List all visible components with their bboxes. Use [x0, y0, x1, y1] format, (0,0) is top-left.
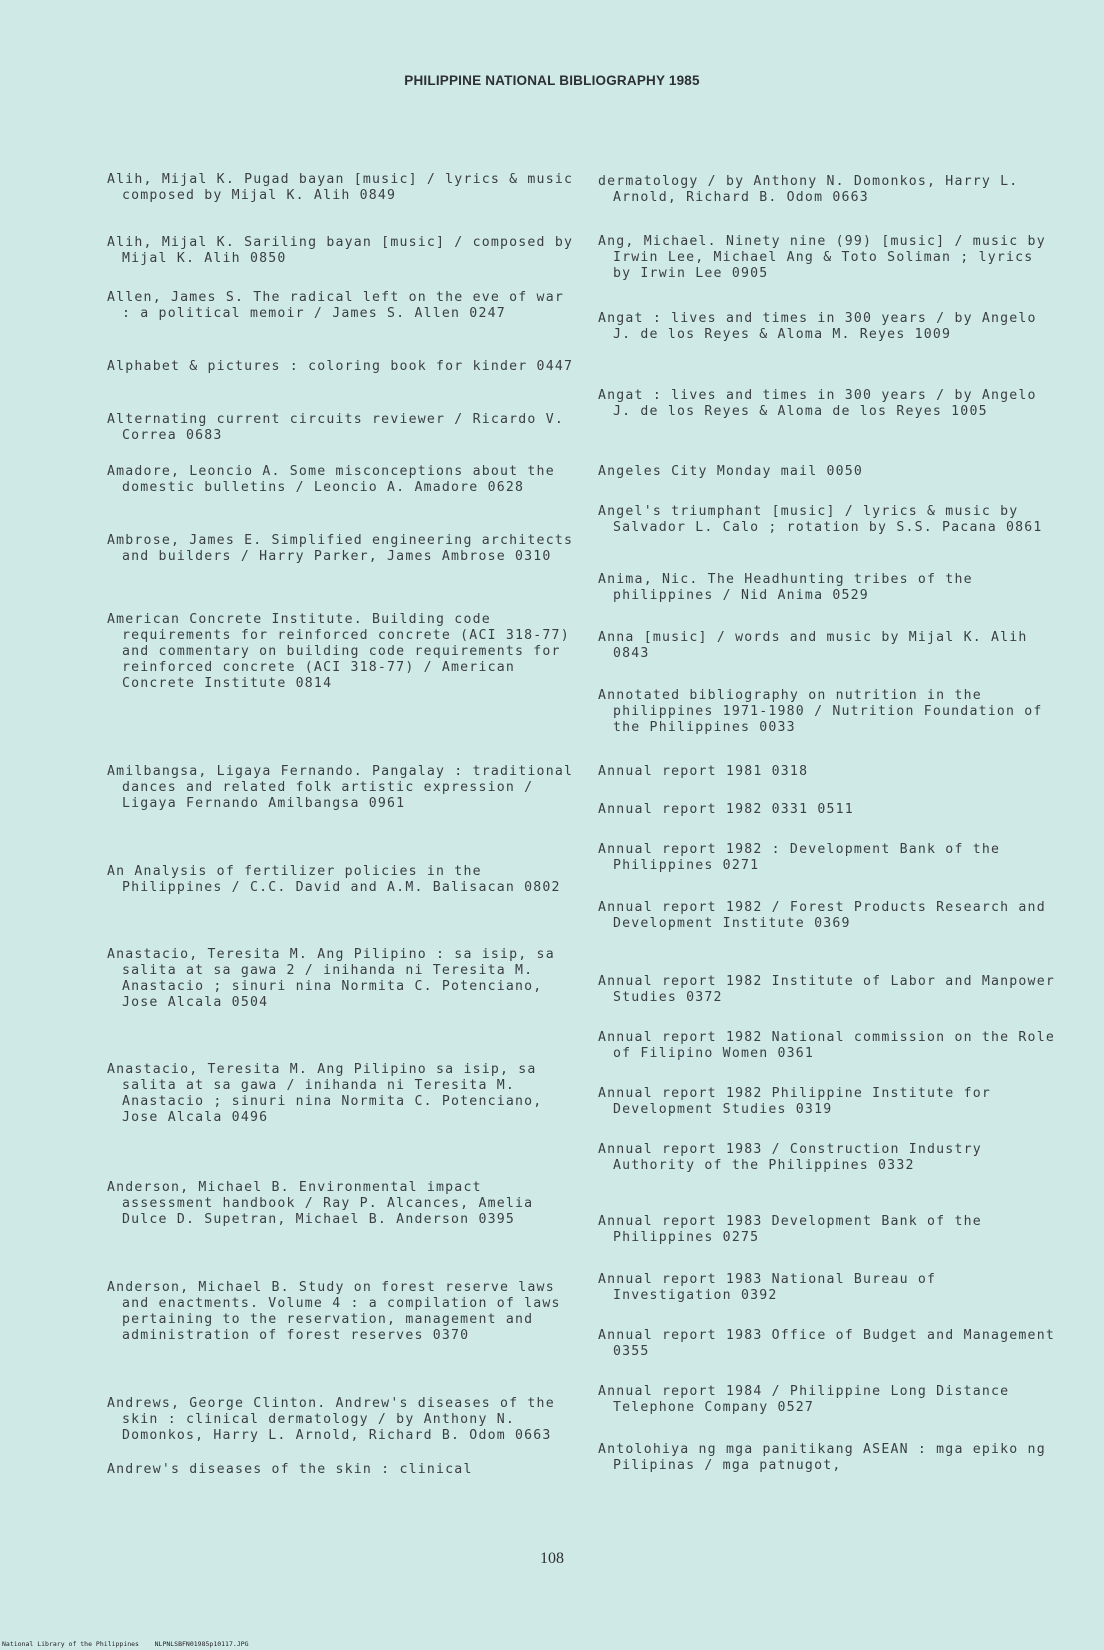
bib-entry: Annual report 1982 Philippine Institute for Development Studies 0319	[598, 1086, 1001, 1117]
bib-entry: Annual report 1983 Office of Budget and Management 0355	[598, 1328, 1065, 1359]
bib-entry: Andrew's diseases of the skin : clinical	[107, 1462, 473, 1477]
bib-entry: Annotated bibliography on nutrition in the philippines 1971-1980 / Nutrition Foundation of the Philippines 0033	[598, 688, 1052, 735]
bib-entry: American Concrete Institute. Building code requirements for reinforced concrete (ACI 318-77) and commentary on building code requirements for reinforced concrete (ACI 318-77) / American Concrete Institute 0814	[107, 612, 579, 691]
bib-entry: Angel's triumphant [music] / lyrics & music by Salvador L. Calo ; rotation by S.S. Pacana 0861	[598, 504, 1043, 535]
bib-entry: Alternating current circuits reviewer / Ricardo V. Correa 0683	[107, 412, 574, 443]
bib-entry: Anastacio, Teresita M. Ang Pilipino sa isip, sa salita at sa gawa / inihanda ni Teresita M. Anastacio ; sinuri nina Normita C. Potenciano, Jose Alcala 0496	[107, 1062, 552, 1125]
bib-entry: Ang, Michael. Ninety nine (99) [music] / music by Irwin Lee, Michael Ang & Toto Soliman ; lyrics by Irwin Lee 0905	[598, 234, 1055, 281]
bib-entry: Amilbangsa, Ligaya Fernando. Pangalay : traditional dances and related folk artistic expression / Ligaya Fernando Amilbangsa 0961	[107, 764, 583, 811]
bib-entry: Alih, Mijal K. Pugad bayan [music] / lyrics & music composed by Mijal K. Alih 0849	[107, 172, 583, 203]
bib-entry: Amadore, Leoncio A. Some misconceptions about the domestic bulletins / Leoncio A. Amadore 0628	[107, 464, 564, 495]
bib-entry: Annual report 1983 / Construction Industry Authority of the Philippines 0332	[598, 1142, 992, 1173]
bib-entry: Andrews, George Clinton. Andrew's diseases of the skin : clinical dermatology / by Anthony N. Domonkos, Harry L. Arnold, Richard B. Odom 0663	[107, 1396, 564, 1443]
bib-entry: Alphabet & pictures : coloring book for kinder 0447	[107, 359, 574, 374]
bib-entry: Ambrose, James E. Simplified engineering architects and builders / Harry Parker, James Ambrose 0310	[107, 533, 583, 564]
bib-entry: Annual report 1982 Institute of Labor and Manpower Studies 0372	[598, 974, 1065, 1005]
bib-entry: Annual report 1981 0318	[598, 764, 809, 779]
page-header: PHILIPPINE NATIONAL BIBLIOGRAPHY 1985	[404, 73, 700, 88]
bib-entry: Annual report 1984 / Philippine Long Distance Telephone Company 0527	[598, 1384, 1019, 1415]
bib-entry: Annual report 1982 National commission on the Role of Filipino Women 0361	[598, 1030, 1065, 1061]
bib-entry: Annual report 1983 Development Bank of the Philippines 0275	[598, 1214, 992, 1245]
bib-entry: Annual report 1982 / Forest Products Research and Development Institute 0369	[598, 900, 1055, 931]
bib-entry: Anastacio, Teresita M. Ang Pilipino : sa isip, sa salita at sa gawa 2 / inihanda ni Teresita M. Anastacio ; sinuri nina Normita C. Potenciano, Jose Alcala 0504	[107, 947, 564, 1010]
bib-entry: dermatology / by Anthony N. Domonkos, Harry L. Arnold, Richard B. Odom 0663	[598, 174, 1028, 205]
bib-entry: Annual report 1982 0331 0511	[598, 802, 854, 817]
bib-entry: Allen, James S. The radical left on the eve of war : a political memoir / James S. Allen 0247	[107, 290, 574, 321]
bib-entry: Anderson, Michael B. Environmental impact assessment handbook / Ray P. Alcances, Amelia Dulce D. Supetran, Michael B. Anderson 0395	[107, 1180, 543, 1227]
page-number: 108	[540, 1550, 564, 1567]
bib-entry: Anima, Nic. The Headhunting tribes of the philippines / Nid Anima 0529	[598, 572, 982, 603]
bib-entry: Antolohiya ng mga panitikang ASEAN : mga epiko ng Pilipinas / mga patnugot,	[598, 1442, 1055, 1473]
bib-entry: An Analysis of fertilizer policies in the Philippines / C.C. David and A.M. Balisacan 0802	[107, 864, 561, 895]
bib-entry: Angeles City Monday mail 0050	[598, 464, 864, 479]
bib-entry: Alih, Mijal K. Sariling bayan [music] / composed by Mijal K. Alih 0850	[107, 235, 583, 266]
bib-entry: Anna [music] / words and music by Mijal K. Alih 0843	[598, 630, 1037, 661]
bib-entry: Annual report 1983 National Bureau of Investigation 0392	[598, 1272, 946, 1303]
bib-entry: Angat : lives and times in 300 years / by Angelo J. de los Reyes & Aloma M. Reyes 1009	[598, 311, 1046, 342]
bib-entry: Angat : lives and times in 300 years / by Angelo J. de los Reyes & Aloma de los Reyes 1005	[598, 388, 1046, 419]
bib-entry: Annual report 1982 : Development Bank of the Philippines 0271	[598, 842, 1010, 873]
bib-entry: Anderson, Michael B. Study on forest reserve laws and enactments. Volume 4 : a compilation of laws pertaining to the reservation, management and administration of forest reserves 0370	[107, 1280, 570, 1343]
scan-footer: National Library of the Philippines NLPNLSBFN01985p10117.JPG	[2, 1640, 249, 1648]
